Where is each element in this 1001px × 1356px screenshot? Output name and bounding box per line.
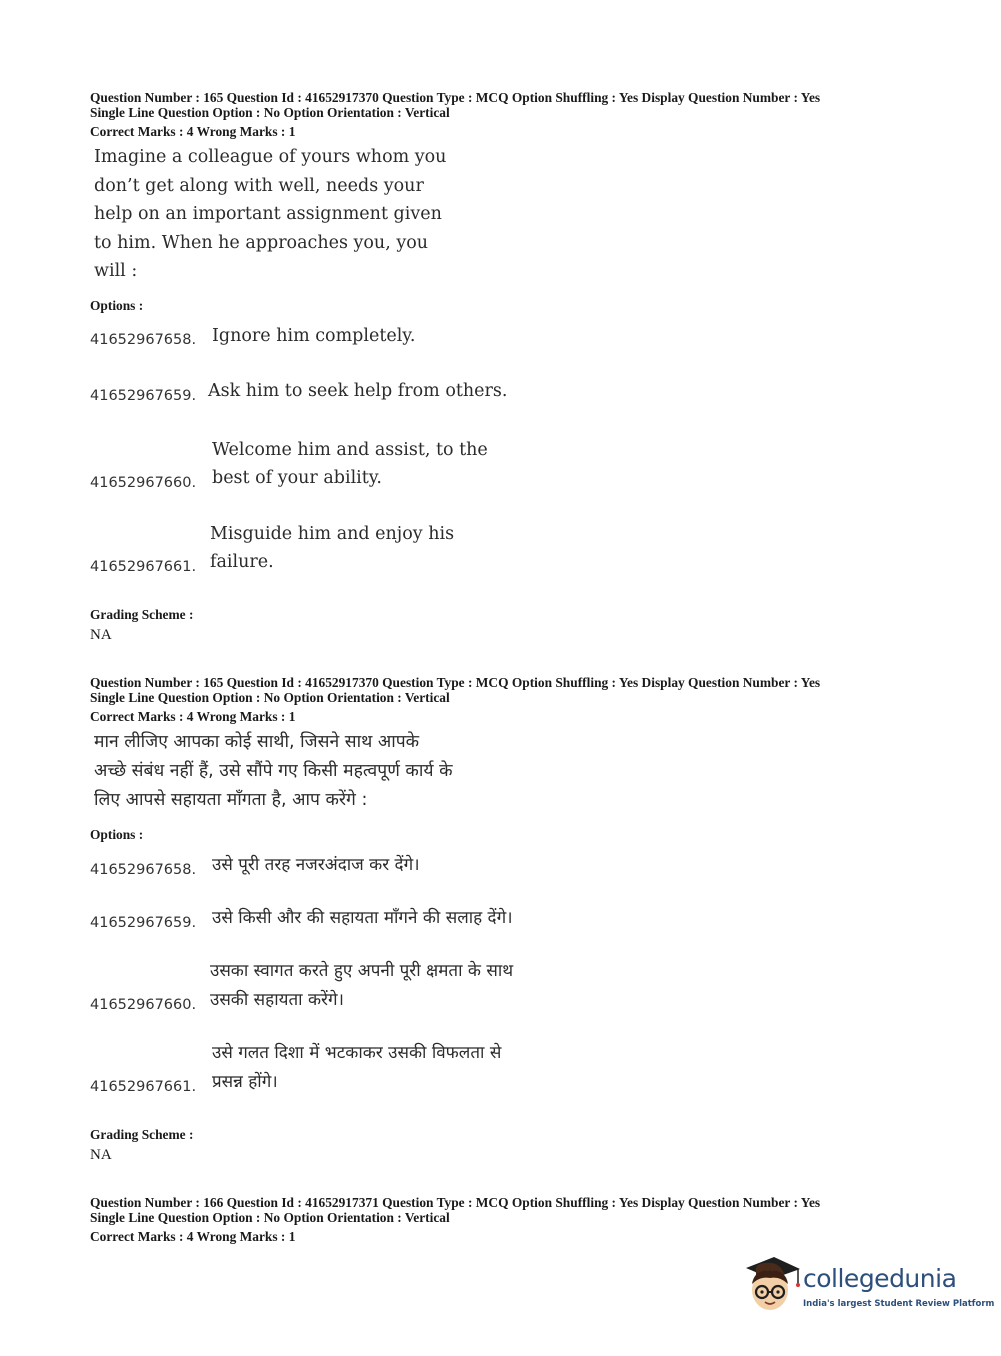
grading-scheme-value: NA [90, 626, 112, 643]
question-meta-line-1: Question Number : 166 Question Id : 41652917371 Question Type : MCQ Option Shuffling : Yes Display Question Number : Yes [90, 1194, 821, 1210]
option-text: उसे गलत दिशा में भटकाकर उसकी विफलता से प्रसन्न होंगे। [212, 1042, 502, 1092]
question-marks: Correct Marks : 4 Wrong Marks : 1 [90, 1228, 296, 1244]
option-item[interactable] [90, 904, 920, 933]
option-item[interactable] [90, 957, 920, 1015]
question-meta-line-1: Question Number : 165 Question Id : 41652917370 Question Type : MCQ Option Shuffling : Yes Display Question Number : Yes [90, 90, 821, 105]
mascot-icon [740, 1254, 802, 1316]
grading-scheme-value: NA [90, 1146, 112, 1163]
question-meta-line-2: Single Line Question Option : No Option Orientation : Vertical [90, 1209, 450, 1225]
option-item[interactable] [90, 377, 920, 406]
question-text: Imagine a colleague of yours whom you don’t get along with well, needs your help on an important assignment given to him. When he approaches you, you will : [94, 147, 447, 281]
option-item[interactable] [90, 322, 920, 351]
question-meta-line-2: Single Line Question Option : No Option Orientation : Vertical [90, 105, 450, 120]
option-item[interactable] [90, 436, 920, 493]
question-marks: Correct Marks : 4 Wrong Marks : 1 [90, 124, 296, 139]
option-id: 41652967658. [90, 861, 197, 878]
option-id: 41652967661. [90, 558, 197, 575]
collegedunia-logo[interactable] [740, 1250, 995, 1320]
option-item[interactable] [90, 1039, 920, 1097]
question-text: मान लीजिए आपका कोई साथी, जिसने साथ आपके अच्छे संबंध नहीं हैं, उसे सौंपे गए किसी महत्वपूर्ण कार्य के लिए आपसे सहायता माँगता है, आप करेंगे : [94, 731, 453, 810]
question-meta [90, 90, 920, 139]
question-meta-line-2: Single Line Question Option : No Option Orientation : Vertical [90, 689, 450, 705]
grading-scheme-label: Grading Scheme : [90, 606, 194, 622]
option-text: Welcome him and assist, to the best of your ability. [212, 439, 488, 488]
option-text: उसे पूरी तरह नजरअंदाज कर देंगे। [212, 854, 420, 875]
logo-wordmark: collegedunia [803, 1264, 957, 1293]
option-item[interactable] [90, 520, 920, 577]
option-text: उसे किसी और की सहायता माँगने की सलाह देंगे। [212, 907, 513, 928]
option-text: Ask him to seek help from others. [208, 381, 508, 401]
question-block-hindi [90, 675, 920, 1164]
option-text: उसका स्वागत करते हुए अपनी पूरी क्षमता के साथ उसकी सहायता करेंगे। [210, 960, 514, 1010]
option-id: 41652967658. [90, 332, 197, 348]
question-meta-line-1: Question Number : 165 Question Id : 41652917370 Question Type : MCQ Option Shuffling : Yes Display Question Number : Yes [90, 674, 821, 690]
grading-scheme-label: Grading Scheme : [90, 1126, 194, 1142]
option-id: 41652967660. [90, 996, 197, 1013]
option-id: 41652967659. [90, 914, 197, 931]
option-text: Ignore him completely. [212, 325, 416, 346]
question-marks: Correct Marks : 4 Wrong Marks : 1 [90, 708, 296, 724]
options-label: Options : [90, 826, 144, 842]
option-text: Misguide him and enjoy his failure. [210, 523, 455, 572]
options-label: Options : [90, 297, 144, 313]
exam-page [90, 90, 920, 1244]
question-meta [90, 1195, 920, 1244]
question-meta [90, 675, 920, 724]
option-id: 41652967660. [90, 474, 197, 491]
option-id: 41652967659. [90, 387, 197, 404]
option-id: 41652967661. [90, 1078, 197, 1095]
question-block-english [90, 90, 920, 644]
question-block-next [90, 1195, 920, 1244]
option-item[interactable] [90, 851, 920, 880]
logo-tagline: India's largest Student Review Platform [803, 1299, 995, 1309]
